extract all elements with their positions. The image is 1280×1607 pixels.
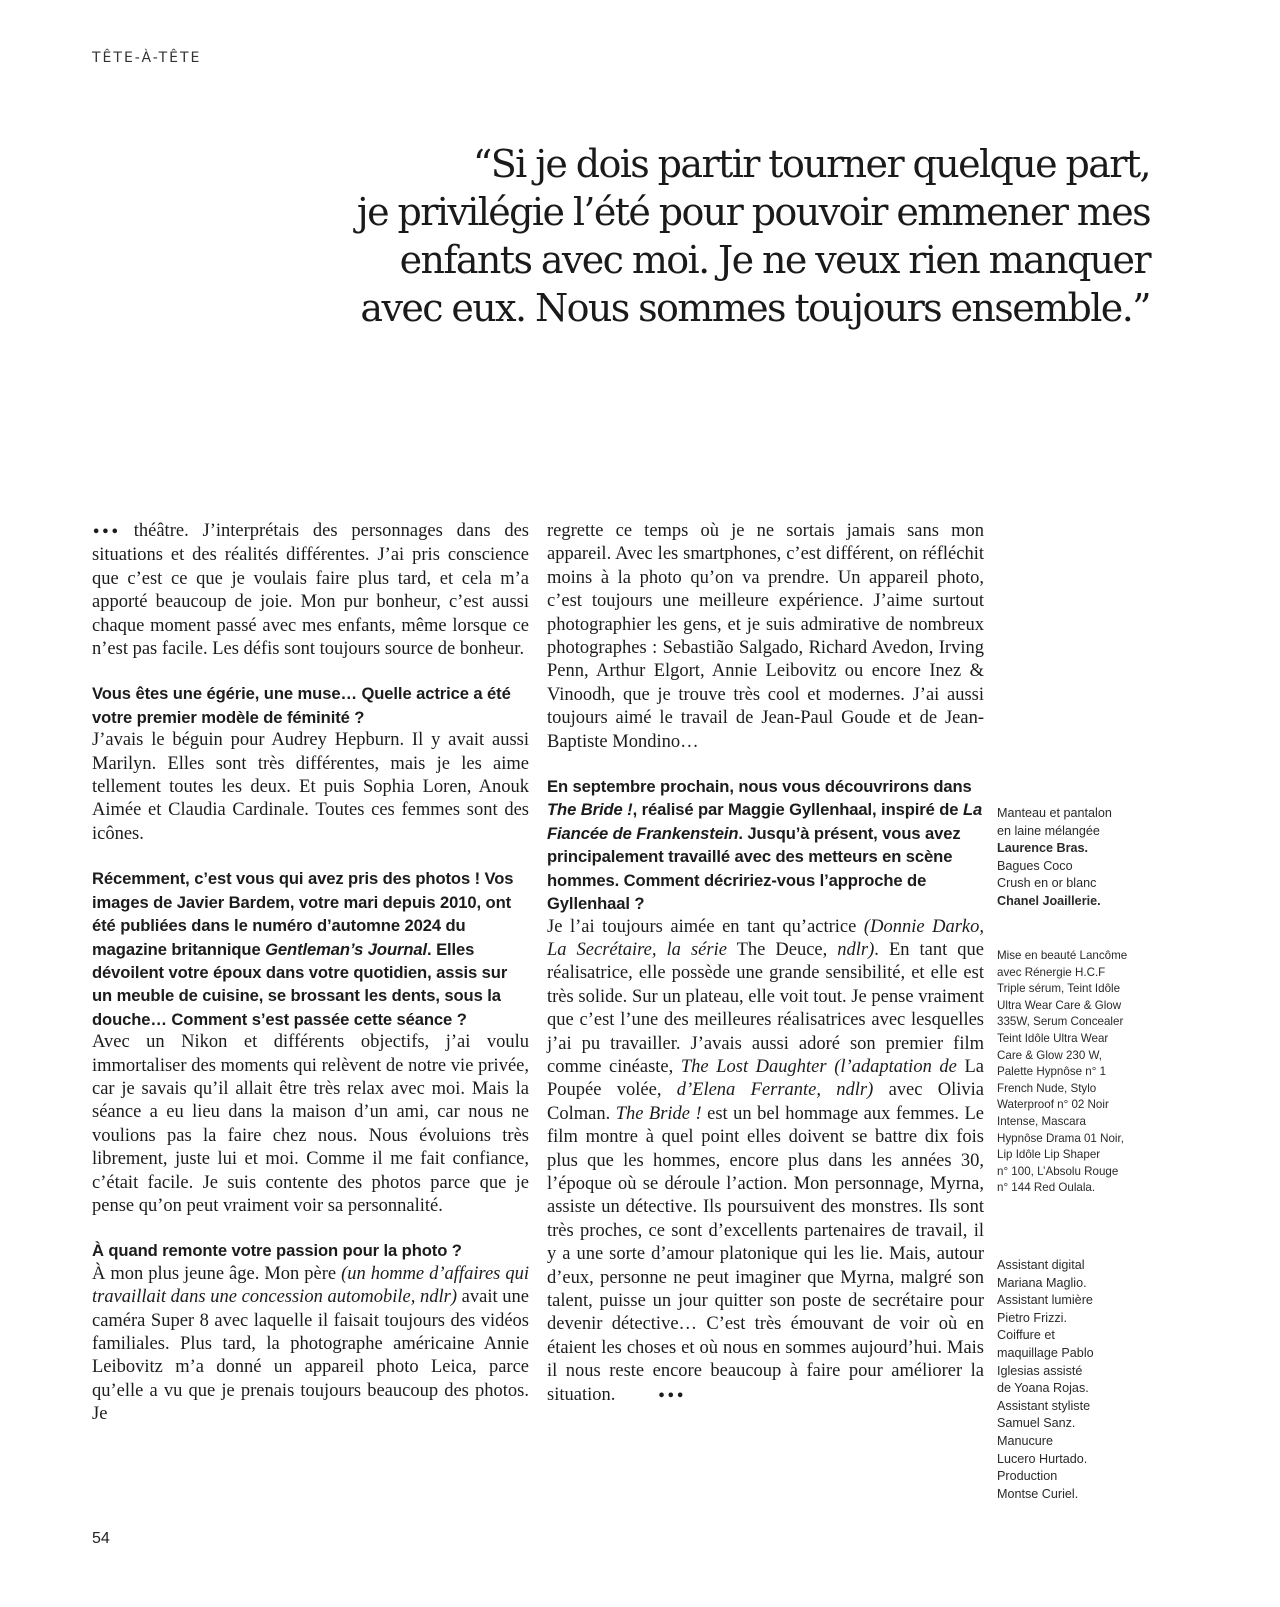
credit-line: Palette Hypnôse n° 1 (997, 1065, 1107, 1079)
credit-line: Ultra Wear Care & Glow (997, 998, 1122, 1012)
interview-question: À quand remonte votre passion pour la photo ? (92, 1241, 462, 1261)
body-paragraph: Je l’ai toujours aimée en tant qu’actrice (Donnie Darko, La Secrétaire, la série The Deuce, ndlr). En tant que réalisatrice, elle possède une grande sensibilité, et elle est très solide. Sur un plateau, elle voit tout. Je pense vraiment que c’est l’une des meilleures réalisatrices avec lesquelles j’ai pu travailler. J’avais aussi adoré son premier film comme cinéaste, The Lost Daughter (l’adaptation de La Poupée volée, d’Elena Ferrante, ndlr) avec Olivia Colman. The Bride ! est un bel hommage aux femmes. Le film montre à quel point elles doivent se battre dix fois plus que les hommes, encore plus dans les années 30, l’époque où se déroule l’action. Mon personnage, Myrna, assiste un détective. Ils poursuivent des monstres. Ils sont très proches, ce sont d’excellents partenaires de travail, il y a une sorte d’amour platonique qui les lie. Mais, autour d’eux, personne ne peut imaginer que Myrna, malgré son talent, puisse un jour quitter son poste de secrétaire pour devenir détective… C’est très émouvant de voir où en étaient les choses et où nous en sommes aujourd’hui. Mais il nous reste encore beaucoup à faire pour améliorer la situation. ••• (547, 916, 985, 1405)
credit-line: Samuel Sanz. (997, 1416, 1076, 1431)
credit-line: Assistant lumière (997, 1293, 1093, 1308)
credit-line: en laine mélangée (997, 823, 1100, 838)
section-tag: TÊTE-À-TÊTE (92, 50, 202, 66)
credit-line: Lip Idôle Lip Shaper (997, 1148, 1101, 1162)
credit-line: Bagues Coco (997, 858, 1073, 873)
credit-line: Intense, Mascara (997, 1114, 1086, 1128)
credit-line: Waterproof n° 02 Noir (997, 1098, 1109, 1112)
article-column-left (92, 520, 529, 1427)
credit-line: Manucure (997, 1433, 1054, 1448)
continuation-marker: ••• (92, 525, 120, 540)
credit-line: Laurence Bras. (997, 841, 1088, 856)
body-paragraph: regrette ce temps où je ne sortais jamais sans mon appareil. Avec les smartphones, c’est différent, on réfléchit moins à la photo qu’on va prendre. Un appareil photo, c’est toujours une meilleure expérience. J’aime surtout photographier les gens, et je suis admirative de nombreux photographes : Sebastião Salgado, Richard Avedon, Irving Penn, Arthur Elgort, Annie Leibovitz ou encore Inez & Vinoodh, que je trouve très cool et modernes. J’ai aussi toujours aimé le travail de Jean-Paul Goude et de Jean-Baptiste Mondino… (547, 521, 984, 752)
credit-line: Mise en beauté Lancôme (997, 949, 1128, 962)
credit-line: 335W, Serum Concealer (997, 1015, 1124, 1029)
credit-line: Chanel Joaillerie. (997, 893, 1101, 908)
page-number: 54 (92, 1530, 110, 1547)
body-paragraph: J’avais le béguin pour Audrey Hepburn. Il y avait aussi Marilyn. Elles sont très différentes, mais je les aime tellement toutes les deux. Et puis Sophia Loren, Anouk Aimée et Claudia Cardinale. Toutes ces femmes sont des icônes. (92, 730, 529, 844)
credit-line: Crush en or blanc (997, 876, 1097, 891)
credit-line: Manteau et pantalon (997, 806, 1112, 820)
team-credits (997, 1257, 1157, 1503)
credit-line: n° 100, L’Absolu Rouge (997, 1164, 1119, 1178)
credit-line: Mariana Maglio. (997, 1275, 1087, 1290)
end-marker: ••• (657, 1388, 686, 1404)
credit-line: Iglesias assisté (997, 1363, 1083, 1378)
pull-quote (330, 140, 1150, 332)
credit-line: Care & Glow 230 W, (997, 1048, 1103, 1062)
credit-line: Assistant styliste (997, 1398, 1091, 1413)
credit-line: Production (997, 1469, 1058, 1484)
body-paragraph: À mon plus jeune âge. Mon père (un homme d’affaires qui travaillait dans une concession automobile, ndlr) avait une caméra Super 8 avec laquelle il faisait toujours des vidéos familiales. Plus tard, la photographe américaine Annie Leibovitz m’a donné un appareil photo Leica, parce qu’elle a vu que je prenais toujours beaucoup des photos. Je (92, 1263, 530, 1425)
credit-line: Assistant digital (997, 1258, 1085, 1272)
credit-line: avec Rénergie H.C.F (997, 965, 1106, 979)
beauty-credits (997, 948, 1157, 1197)
credit-line: Triple sérum, Teint Idôle (997, 982, 1121, 996)
credit-line: French Nude, Stylo (997, 1081, 1097, 1095)
pull-quote-line: avec eux. Nous sommes toujours ensemble.” (360, 286, 1150, 330)
credit-line: maquillage Pablo (997, 1345, 1094, 1360)
credit-line: de Yoana Rojas. (997, 1381, 1089, 1396)
article-column-middle (547, 520, 984, 1408)
credit-line: Hypnôse Drama 01 Noir, (997, 1131, 1124, 1145)
credit-line: Lucero Hurtado. (997, 1451, 1088, 1466)
body-paragraph: ••• théâtre. J’interprétais des personnages dans des situations et des réalités différentes. J’ai pris conscience que c’est ce que je voulais faire plus tard, et cela m’a apporté beaucoup de joie. Mon pur bonheur, c’est aussi chaque moment passé avec mes enfants, même lorsque ce n’est pas facile. Les défis sont toujours source de bonheur. (92, 521, 529, 660)
body-paragraph: Avec un Nikon et différents objectifs, j’ai voulu immortaliser des moments qui relèvent de notre vie privée, car je savais qu’il allait être très relax avec moi. Mais la séance a eu lieu dans la maison d’un ami, car nous ne voulions pas la faire chez nous. Nous évoluions très librement, juste lui et moi. Comme il me fait confiance, c’était facile. Je suis contente des photos parce que je pense qu’on peut vraiment voir sa personnalité. (92, 1032, 529, 1216)
credit-line: Pietro Frizzi. (997, 1310, 1067, 1325)
credit-line: n° 144 Red Oulala. (997, 1181, 1096, 1195)
pull-quote-line: je privilégie l’été pour pouvoir emmener mes (356, 190, 1150, 234)
pull-quote-line: “Si je dois partir tourner quelque part, (472, 142, 1150, 186)
interview-question: Vous êtes une égérie, une muse… Quelle actrice a été votre premier modèle de féminité ? (92, 684, 511, 727)
pull-quote-line: enfants avec moi. Je ne veux rien manquer (399, 238, 1150, 282)
credit-line: Montse Curiel. (997, 1486, 1079, 1501)
fashion-credits (997, 805, 1157, 911)
interview-question: Récemment, c’est vous qui avez pris des photos ! Vos images de Javier Bardem, votre mari depuis 2010, ont été publiées dans le numéro d’automne 2024 du magazine britannique Gentleman’s Journal. Elles dévoilent votre époux dans votre quotidien, assis sur un meuble de cuisine, se brossant les dents, sous la douche… Comment s’est passée cette séance ? (92, 869, 514, 1029)
interview-question: En septembre prochain, nous vous découvrirons dans The Bride !, réalisé par Maggie Gyllenhaal, inspiré de La Fiancée de Frankenstein. Jusqu’à présent, vous avez principalement travaillé avec des metteurs en scène hommes. Comment décririez-vous l’approche de Gyllenhaal ? (547, 777, 983, 914)
credit-line: Coiffure et (997, 1328, 1055, 1343)
credit-line: Teint Idôle Ultra Wear (997, 1031, 1109, 1045)
